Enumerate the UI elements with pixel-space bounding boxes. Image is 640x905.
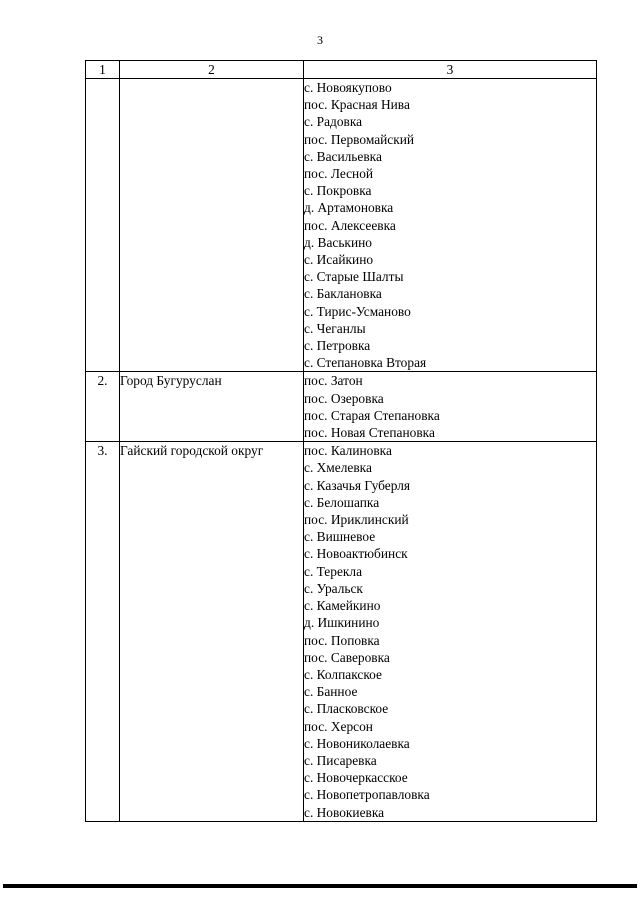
settlement-item: с. Казачья Губерля — [304, 477, 411, 493]
table-header-row — [86, 61, 597, 79]
municipality-name-cell: Гайский городской округ — [120, 442, 304, 821]
settlement-item: с. Покровка — [304, 183, 372, 199]
settlement-item: пос. Лесной — [304, 166, 374, 182]
settlements-table — [85, 60, 597, 822]
settlement-item: пос. Ириклинский — [304, 512, 409, 528]
settlement-item: д. Артамоновка — [304, 200, 394, 216]
settlement-item: с. Васильевка — [304, 148, 382, 164]
settlement-item: пос. Старая Степановка — [304, 407, 440, 423]
settlement-item: д. Ишкинино — [304, 615, 380, 631]
settlement-item: с. Тирис-Усманово — [304, 303, 411, 319]
municipality-name-cell: Город Бугуруслан — [120, 372, 304, 442]
settlement-item: с. Новоякупово — [304, 80, 392, 95]
settlement-item: с. Старые Шалты — [304, 269, 404, 285]
settlement-item: пос. Красная Нива — [304, 97, 410, 113]
settlements-cell — [304, 372, 597, 442]
settlement-item: с. Новокиевка — [304, 804, 385, 820]
settlement-item: с. Камейкино — [304, 598, 381, 614]
table-row — [86, 372, 597, 442]
settlement-item: с. Банное — [304, 684, 358, 700]
page-number: 3 — [317, 33, 323, 47]
row-number-cell: 2. — [86, 372, 120, 442]
settlement-item: с. Хмелевка — [304, 460, 372, 476]
settlement-item: с. Степановка Вторая — [304, 355, 427, 371]
settlement-item: с. Новоактюбинск — [304, 546, 408, 562]
header-cell-3: 3 — [304, 61, 597, 79]
settlement-item: пос. Поповка — [304, 632, 380, 648]
row-number-cell: 3. — [86, 442, 120, 821]
header-cell-2: 2 — [120, 61, 304, 79]
settlement-item: с. Петровка — [304, 338, 371, 354]
settlement-item: с. Уральск — [304, 580, 363, 596]
settlement-item: с. Пласковское — [304, 701, 389, 717]
settlement-item: с. Чеганлы — [304, 320, 366, 336]
municipality-name-cell — [120, 79, 304, 372]
table-row — [86, 442, 597, 821]
row-number-cell — [86, 79, 120, 372]
settlement-item: пос. Первомайский — [304, 131, 415, 147]
settlement-item: с. Новопетропавловка — [304, 787, 430, 803]
bottom-rule — [3, 884, 637, 888]
settlement-item: с. Новониколаевка — [304, 735, 410, 751]
table-row — [86, 79, 597, 372]
settlement-item: пос. Херсон — [304, 718, 373, 734]
settlement-item: с. Писаревка — [304, 752, 377, 768]
settlement-item: с. Радовка — [304, 114, 363, 130]
settlement-item: пос. Калиновка — [304, 443, 392, 459]
settlement-item: д. Васькино — [304, 234, 372, 250]
settlement-item: пос. Алексеевка — [304, 217, 396, 233]
settlement-item: пос. Новая Степановка — [304, 425, 435, 441]
settlement-item: с. Белошапка — [304, 494, 380, 510]
header-cell-1: 1 — [86, 61, 120, 79]
settlement-item: с. Колпакское — [304, 666, 382, 682]
settlement-item: с. Исайкино — [304, 252, 374, 268]
settlement-item: с. Баклановка — [304, 286, 382, 302]
settlement-item: с. Новочеркасское — [304, 770, 408, 786]
settlement-item: пос. Саверовка — [304, 649, 390, 665]
settlements-cell — [304, 442, 597, 821]
settlement-item: с. Вишневое — [304, 529, 376, 545]
settlement-item: пос. Затон — [304, 373, 363, 389]
settlement-item: с. Терекла — [304, 563, 363, 579]
settlement-item: пос. Озеровка — [304, 390, 384, 406]
settlements-cell — [304, 79, 597, 372]
